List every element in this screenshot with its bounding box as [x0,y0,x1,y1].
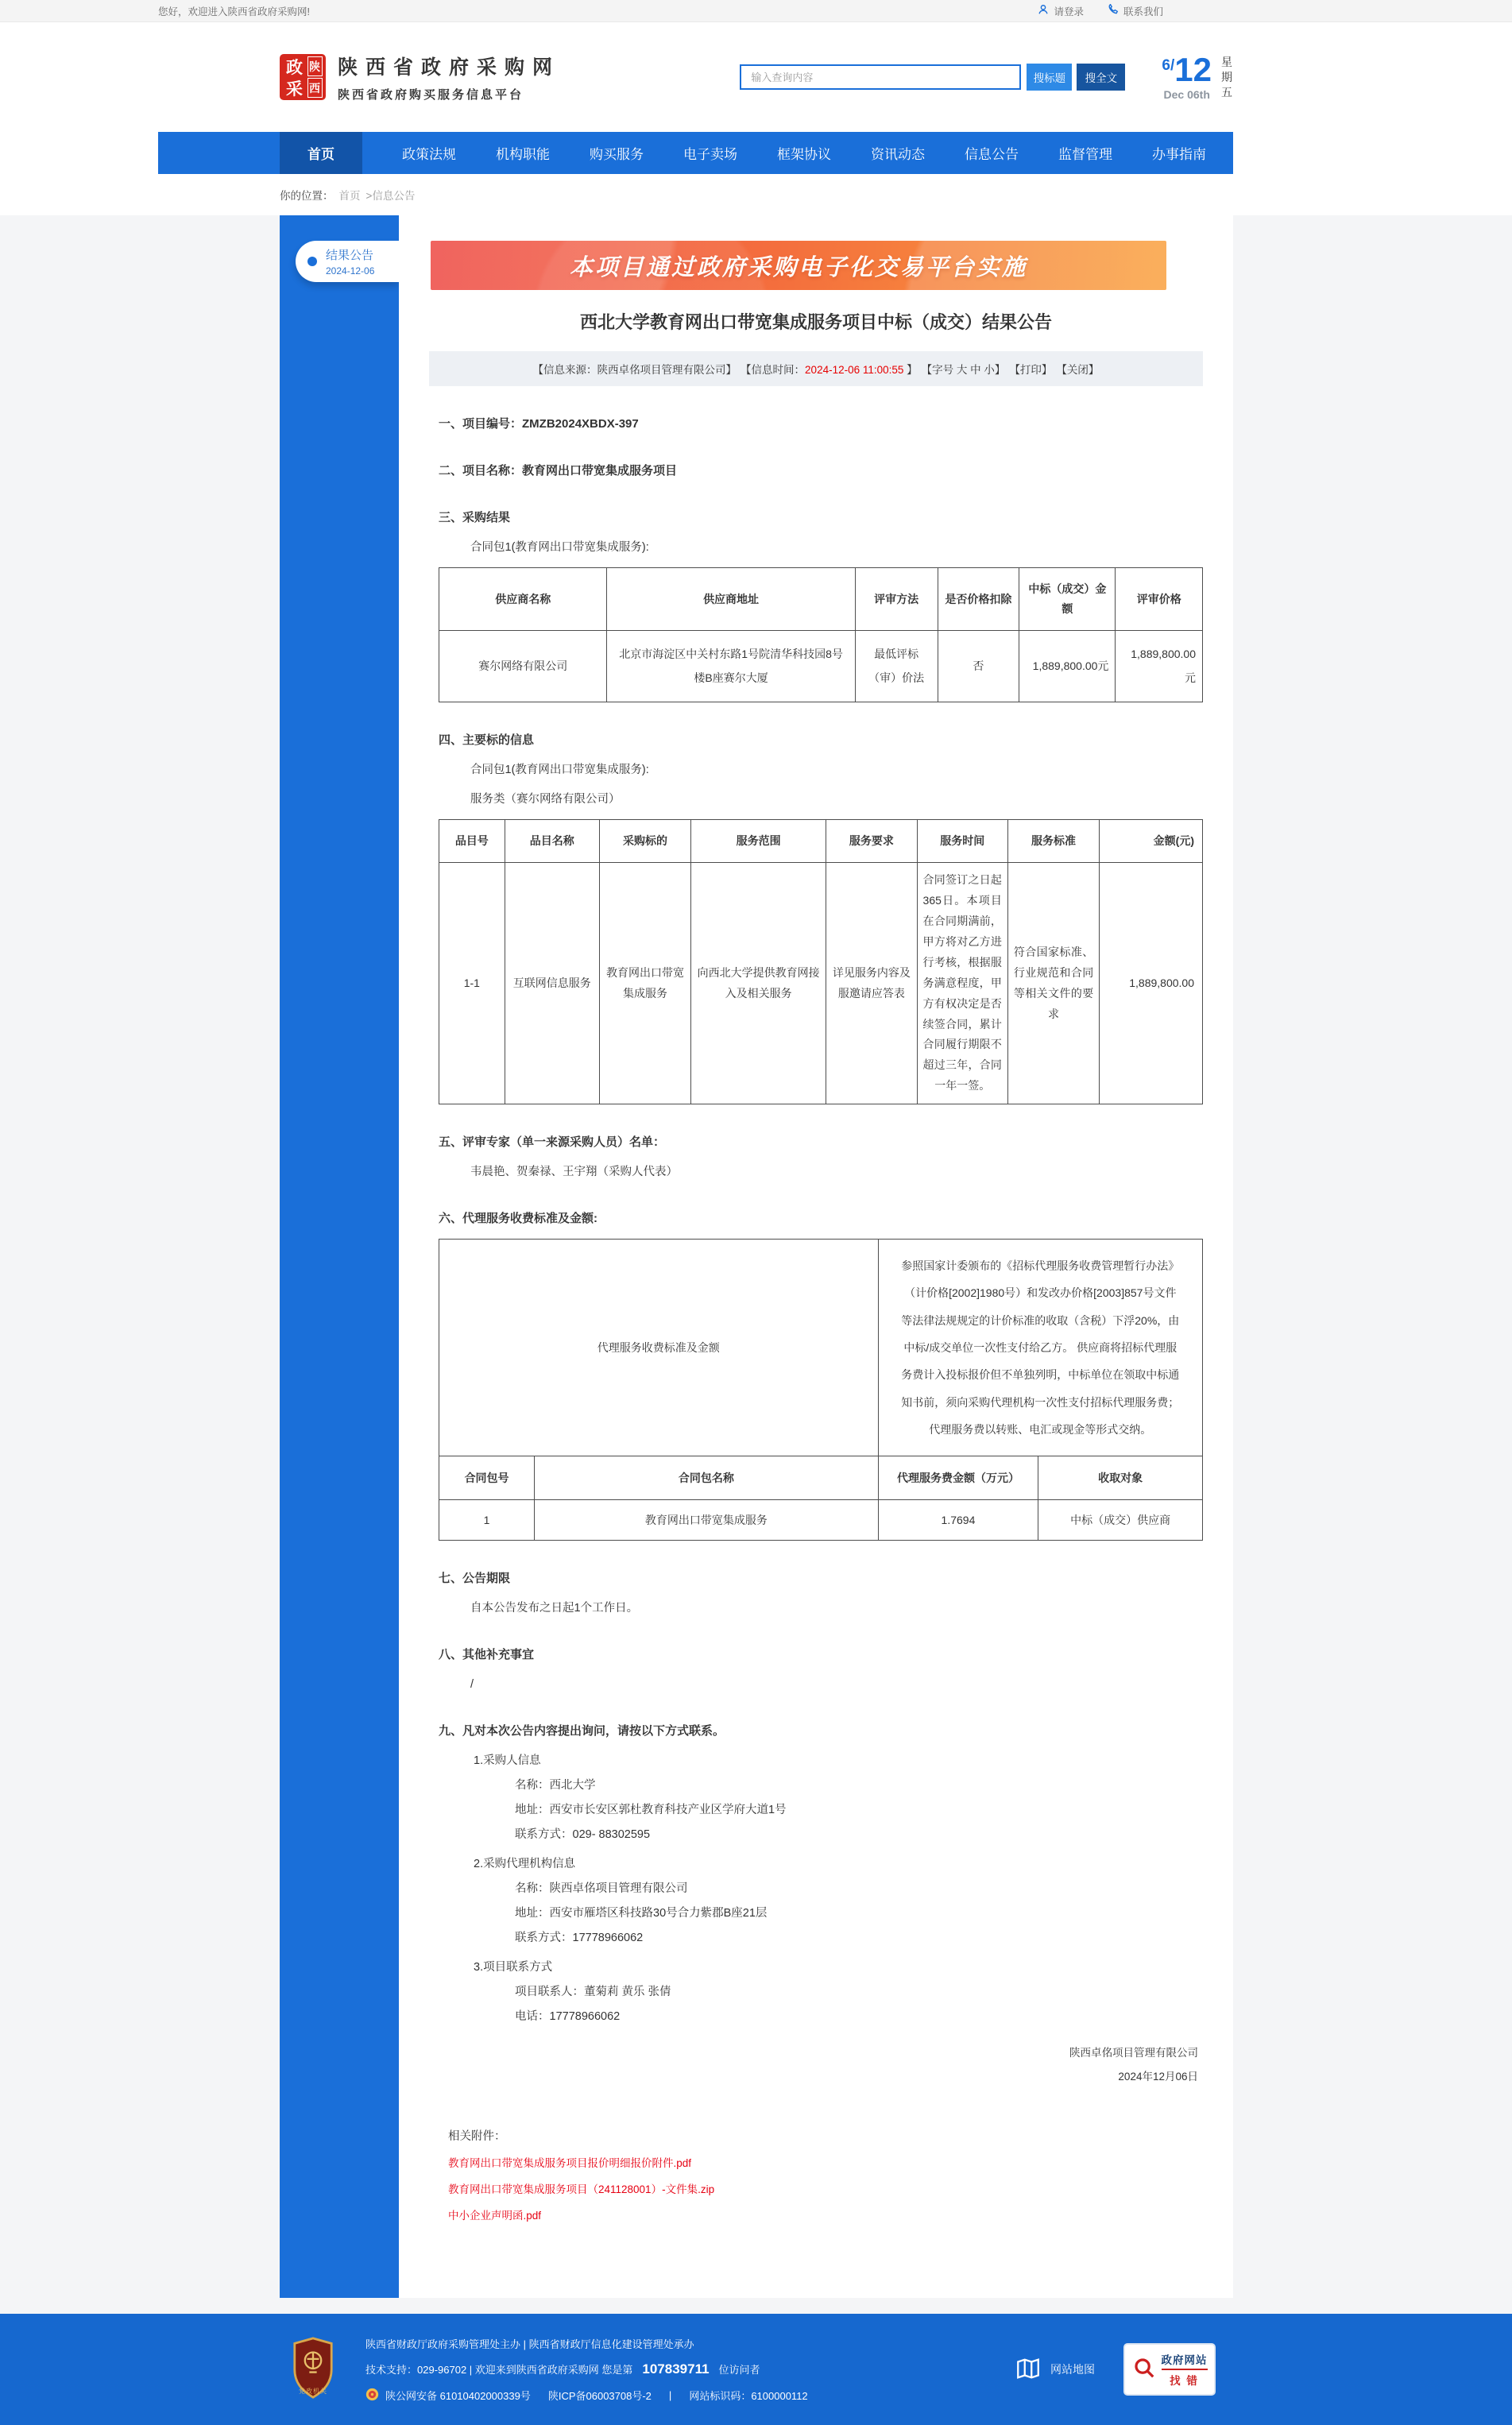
section-heading-announcement-period: 七、公告期限 [439,1572,511,1586]
meta-source: 【信息来源：陕西卓佲项目管理有限公司】 [532,364,737,376]
footer-support-line: 技术支持：029-96702 | 欢迎来到陕西省政府采购网 您是第 107839711 位访问者 [365,2361,760,2377]
table-header-row [439,568,1203,631]
search-title-button[interactable]: 搜标题 [1027,64,1072,91]
phone-icon [1108,4,1119,17]
category-label: 服务类（赛尔网络有限公司） [470,793,621,806]
package-label: 合同包1(教育网出口带宽集成服务): [470,764,649,777]
table-cell: 赛尔网络有限公司 [439,631,607,702]
column-header: 评审方法 [855,568,938,631]
column-header: 采购标的 [599,820,690,863]
main-nav [0,132,1512,174]
breadcrumb-current[interactable]: >信息公告 [365,190,416,202]
column-header: 品目号 [439,820,505,863]
table-cell: 教育网出口带宽集成服务 [599,863,690,1104]
section-heading-experts: 五、评审专家（单一来源采购人员）名单： [439,1135,666,1150]
search-fulltext-button[interactable]: 搜全文 [1077,64,1125,91]
table-cell: 否 [938,631,1019,702]
section-heading-project-name: 二、项目名称：教育网出口带宽集成服务项目 [439,464,678,478]
close-button[interactable]: 【关闭】 [1056,364,1100,376]
contact-group-title: 2.采购代理机构信息 [474,1858,576,1871]
font-size-control[interactable]: 【字号 大 中 小】 [921,364,1006,376]
search-input[interactable] [740,64,1021,90]
weekday-label: 星期五 [1221,55,1232,99]
nav-item-announcements[interactable]: 信息公告 [965,147,1019,162]
contact-line: 联系方式：17778966062 [515,1932,644,1945]
footer-organizer-line: 陕西省财政厅政府采购管理处主办 | 陕西省财政厅信息化建设管理处承办 [365,2338,694,2350]
table-cell: 参照国家计委颁布的《招标代理服务收费管理暂行办法》（计价格[2002]1980号）和发改办价格[2003]857号文件等法律法规规定的计价标准的收取（含税）下浮20%，由中标/成交单位一次性支付给乙方。 供应商将招标代理服务费计入投标报价但不单独列明，中标单位在领取中标通知书前，须向采购代理机构一次性支付招标代理服务费；代理服务费以转账、电汇或现金等形式交纳。 [878,1240,1202,1456]
nav-item-functions[interactable]: 机构职能 [496,147,550,162]
nav-item-policies[interactable]: 政策法规 [402,147,456,162]
login-link[interactable]: 请登录 [1038,4,1084,18]
paragraph: / [470,1678,474,1692]
sitemap-link[interactable]: 网站地图 [1015,2355,1095,2384]
party-government-emblem: 党政机关 [291,2337,335,2403]
visitor-count: 107839711 [642,2361,710,2377]
sidebar-tab-result-announcement[interactable]: 结果公告 2024-12-06 [296,241,399,282]
column-header: 品目名称 [505,820,599,863]
site-logo[interactable]: 政 陕 采 西 [280,54,326,100]
gov-site-error-report-badge[interactable]: 政府网站 找 错 [1123,2343,1216,2396]
breadcrumb-label: 你的位置： [280,190,334,202]
site-subtitle: 陕西省政府购买服务信息平台 [338,88,524,102]
column-header: 中标（成交）金额 [1019,568,1116,631]
table-row [439,631,1203,702]
column-header: 合同包号 [439,1456,535,1500]
column-header: 服务范围 [691,820,826,863]
footer-filing-line: 陕公网安备 61010402000339号 陕ICP备06003708号-2 | 网站标识码：6100000112 [365,2388,808,2404]
header [0,22,1512,132]
table-row [439,863,1203,1104]
signature-company: 陕西卓佲项目管理有限公司 [1069,2047,1198,2060]
table-cell: 北京市海淀区中关村东路1号院清华科技园8号楼B座赛尔大厦 [607,631,855,702]
breadcrumb-home[interactable]: 首页 [338,190,361,202]
contact-line: 联系方式：029- 88302595 [515,1828,651,1842]
attachment-link-declaration-pdf[interactable]: 中小企业声明函.pdf [448,2210,542,2222]
table-cell: 最低评标（审）价法 [855,631,938,702]
topbar [0,0,1512,22]
welcome-text: 您好，欢迎进入陕西省政府采购网! [158,6,310,17]
attachment-link-pdf[interactable]: 教育网出口带宽集成服务项目报价明细报价附件.pdf [448,2157,692,2170]
column-header: 是否价格扣除 [938,568,1019,631]
section-heading-contact: 九、凡对本次公告内容提出询问，请按以下方式联系。 [439,1724,725,1738]
nav-item-home[interactable]: 首页 [280,132,362,174]
section-heading-project-number: 一、项目编号：ZMZB2024XBDX-397 [439,417,639,431]
contact-line: 地址：西安市长安区郭杜教育科技产业区学府大道1号 [515,1804,787,1817]
site-code: 网站标识码：6100000112 [689,2390,808,2403]
meta-time: 【信息时间：2024-12-06 11:00:55 】 [741,364,918,376]
article-meta-bar [429,351,1203,386]
table-cell: 1,889,800.00 [1100,863,1203,1104]
date-widget: 6/12 Dec 06th 星期五 [1162,51,1232,101]
column-header: 收取对象 [1038,1456,1203,1500]
icp-filing-link[interactable]: 陕ICP备06003708号-2 [547,2390,652,2403]
magnifier-icon [1132,2356,1156,2384]
contact-line: 名称：西北大学 [515,1779,596,1793]
nav-item-framework[interactable]: 框架协议 [777,147,831,162]
article-card [399,215,1233,2298]
section-heading-agency-fee: 六、代理服务收费标准及金额: [439,1212,597,1226]
table-row [439,1240,1203,1456]
table-cell: 1.7694 [878,1500,1038,1541]
nav-item-purchase-services[interactable]: 购买服务 [590,147,644,162]
contact-line: 电话：17778966062 [515,2010,621,2024]
user-icon [1038,4,1049,17]
table-cell: 详见服务内容及服邀请应答表 [826,863,917,1104]
contact-line: 项目联系人：董菊莉 黄乐 张倩 [515,1986,671,1999]
print-button[interactable]: 【打印】 [1009,364,1053,376]
table-cell: 1,889,800.00元 [1019,631,1116,702]
column-header: 合同包名称 [535,1456,878,1500]
column-header: 服务标准 [1007,820,1099,863]
contact-group-title: 1.采购人信息 [474,1754,541,1768]
column-header: 服务要求 [826,820,917,863]
contact-group-title: 3.项目联系方式 [474,1961,553,1974]
column-header: 供应商名称 [439,568,607,631]
site-title: 陕西省政府采购网 [338,56,561,79]
signature-date: 2024年12月06日 [1118,2071,1198,2083]
nav-item-emall[interactable]: 电子卖场 [683,147,737,162]
table-cell: 互联网信息服务 [505,863,599,1104]
table-cell: 合同签订之日起365日。本项目在合同期满前，甲方将对乙方进行考核，根据服务满意程度，甲方有权决定是否续签合同，累计合同履行期限不超过三年，合同一年一签。 [917,863,1007,1104]
nav-item-supervision[interactable]: 监督管理 [1058,147,1112,162]
column-header: 供应商地址 [607,568,855,631]
sidebar-rail [280,215,399,2298]
table-row [439,1500,1203,1541]
section-heading-procurement-result: 三、采购结果 [439,511,511,524]
column-header: 评审价格 [1116,568,1203,631]
table-cell: 1 [439,1500,535,1541]
table-cell: 教育网出口带宽集成服务 [535,1500,878,1541]
contact-line: 名称：陕西卓佲项目管理有限公司 [515,1882,688,1896]
column-header: 服务时间 [917,820,1007,863]
public-security-badge-icon [365,2388,379,2404]
table-cell: 向西北大学提供教育网接入及相关服务 [691,863,826,1104]
table-cell: 代理服务收费标准及金额 [439,1240,879,1456]
search-bar [740,64,1125,91]
table-cell: 符合国家标准、行业规范和合同等相关文件的要求 [1007,863,1099,1104]
main-content [0,215,1512,2314]
section-heading-subject-info: 四、主要标的信息 [439,733,535,748]
column-header: 金额(元) [1100,820,1203,863]
nav-item-news[interactable]: 资讯动态 [871,147,925,162]
footer [0,2314,1512,2425]
attachments-label: 相关附件： [448,2130,506,2144]
table-row [439,1456,1203,1500]
signature-block [429,2041,1203,2089]
platform-banner: 本项目通过政府采购电子化交易平台实施 [431,241,1166,290]
attachment-link-zip[interactable]: 教育网出口带宽集成服务项目（241128001）-文件集.zip [448,2183,715,2196]
sitemap-icon [1015,2355,1042,2384]
table-cell: 1,889,800.00元 [1116,631,1203,702]
breadcrumb [0,174,1512,215]
contact-line: 地址：西安市雁塔区科技路30号合力紫郡B座21层 [515,1907,768,1920]
page-title: 西北大学教育网出口带宽集成服务项目中标（成交）结果公告 [579,312,1052,332]
package-label: 合同包1(教育网出口带宽集成服务): [470,541,649,554]
table-cell: 1-1 [439,863,505,1104]
table-header-row [439,820,1203,863]
contact-link[interactable]: 联系我们 [1108,4,1163,18]
police-filing-link[interactable]: 陕公网安备 61010402000339号 [385,2390,531,2403]
section-heading-other-matters: 八、其他补充事宜 [439,1648,535,1662]
nav-item-guide[interactable]: 办事指南 [1152,147,1206,162]
subject-info-table [439,819,1203,1104]
bullet-dot-icon [307,257,317,266]
table-cell: 中标（成交）供应商 [1038,1500,1203,1541]
column-header: 代理服务费金额（万元） [878,1456,1038,1500]
agency-fee-table [439,1239,1203,1541]
procurement-result-table [439,567,1203,702]
experts-names: 韦晨艳、贺秦禄、王宇翔（采购人代表） [470,1166,678,1179]
paragraph: 自本公告发布之日起1个工作日。 [470,1602,639,1615]
